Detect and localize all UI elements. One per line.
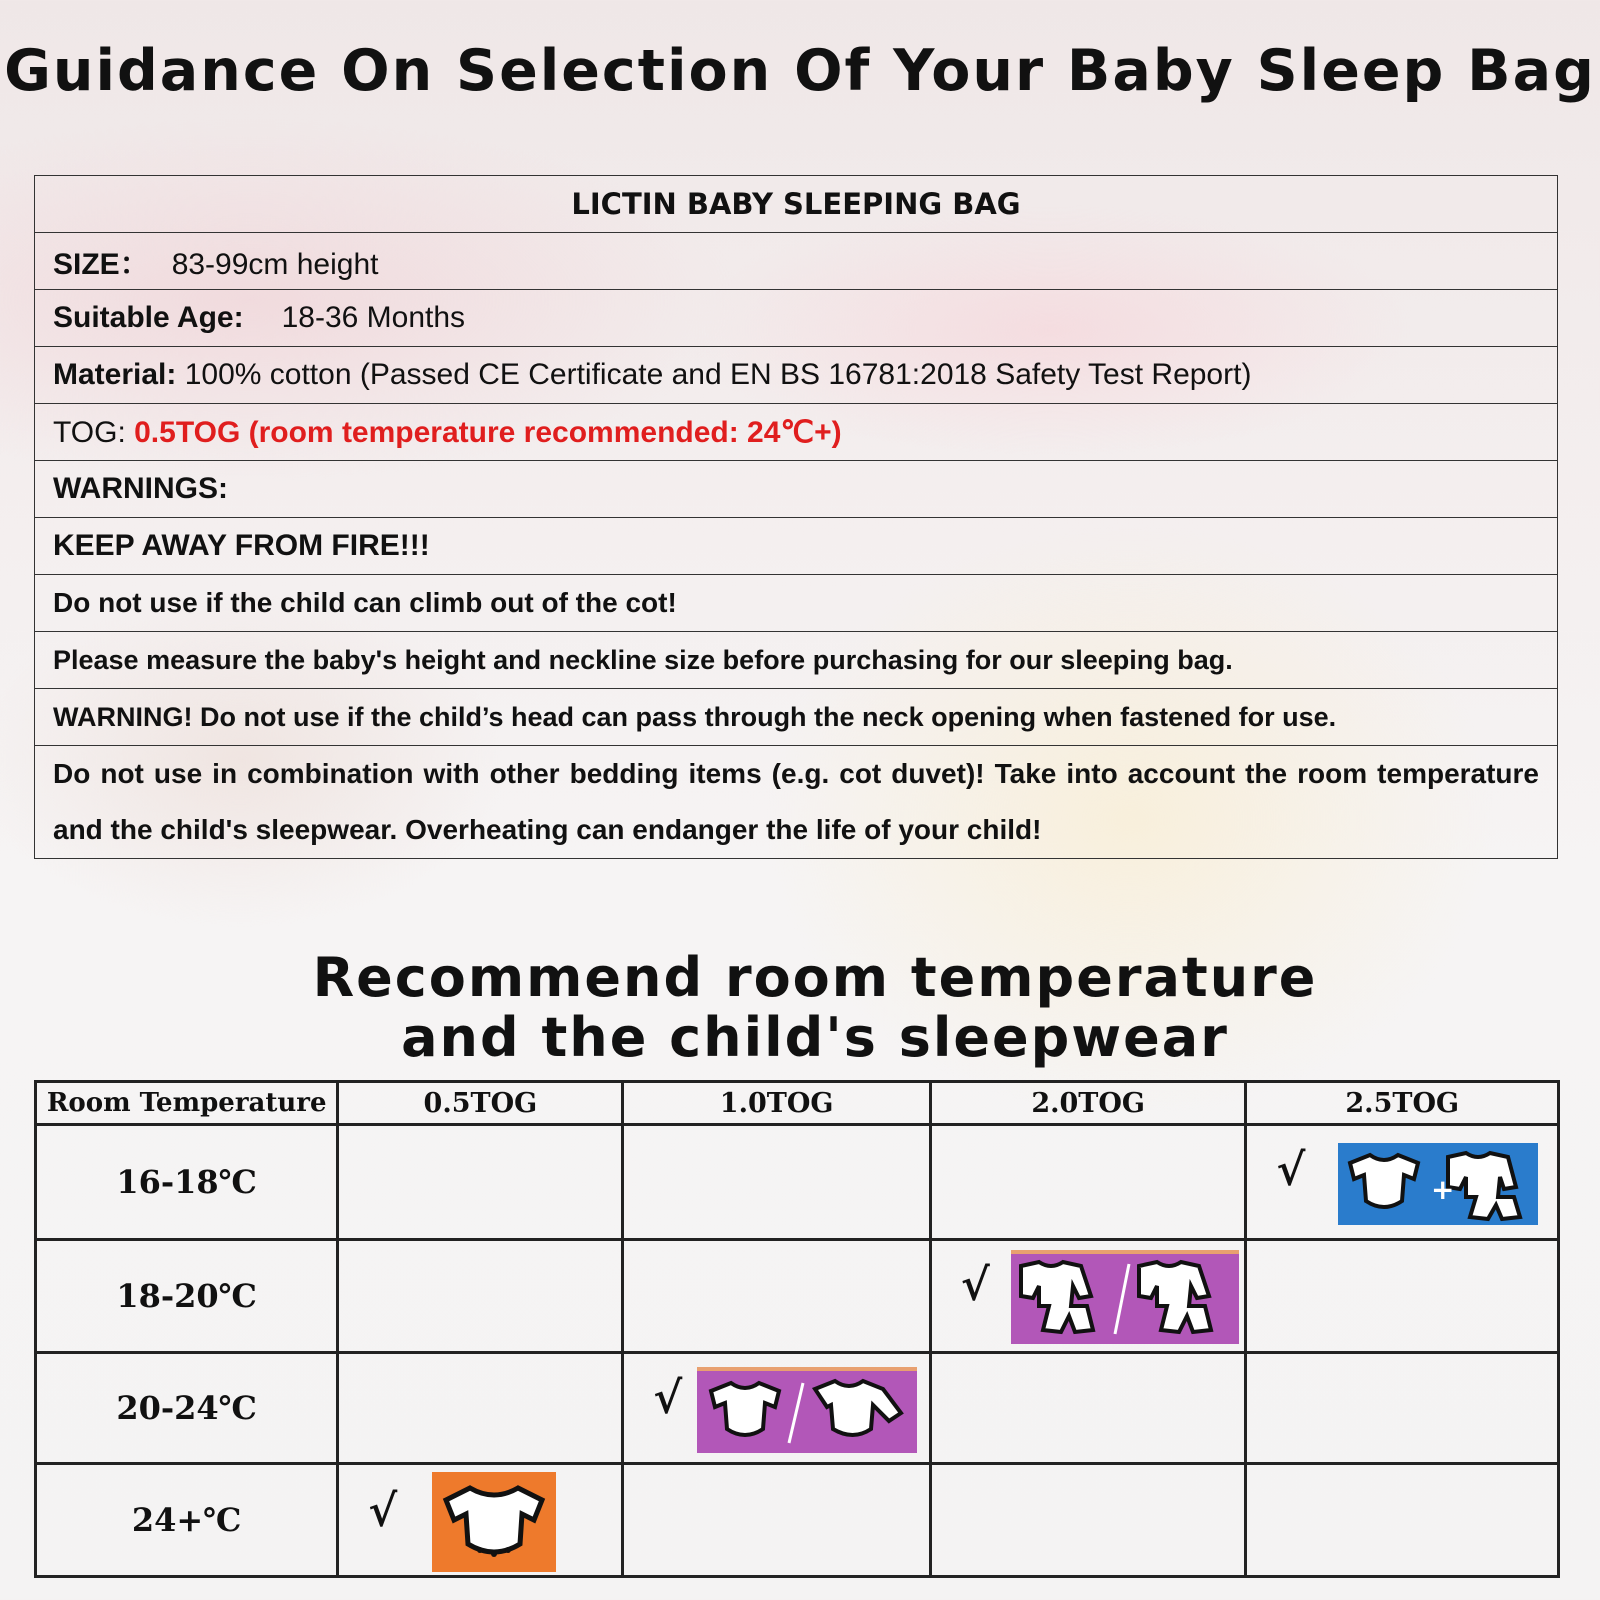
grid-cell	[1246, 1353, 1559, 1464]
grid-cell	[930, 1353, 1246, 1464]
bodysuit-or-bodysuit-icon	[697, 1367, 917, 1453]
measure-note: Please measure the baby's height and neckline size before purchasing for our sleeping bag.	[35, 632, 1558, 689]
tog-value: 0.5TOG (room temperature recommended: 24℃+)	[134, 415, 842, 449]
check-mark: √	[1276, 1145, 1306, 1196]
material-row	[35, 347, 1558, 404]
short-sleeve-bodysuit-icon	[432, 1472, 556, 1572]
section-subtitle	[0, 948, 1600, 1068]
pajamas-or-pajamas-icon	[1011, 1250, 1239, 1344]
grid-cell-selected	[623, 1353, 930, 1464]
header-tog-0-5: 0.5TOG	[338, 1082, 623, 1125]
tog-row	[35, 404, 1558, 461]
temperature-tog-grid	[34, 1080, 1560, 1578]
age-row	[35, 290, 1558, 347]
warnings-label: WARNINGS:	[35, 461, 1558, 518]
grid-cell	[338, 1353, 623, 1464]
subtitle-line-1: Recommend room temperature	[312, 946, 1318, 1009]
grid-cell-selected	[1246, 1125, 1559, 1240]
grid-cell-selected	[338, 1464, 623, 1577]
grid-cell	[623, 1125, 930, 1240]
product-info-table	[34, 175, 1558, 859]
temp-18-20: 18-20℃	[36, 1240, 338, 1353]
tog-label: TOG:	[53, 415, 135, 449]
temp-20-24: 20-24℃	[36, 1353, 338, 1464]
size-row	[35, 233, 1558, 290]
check-mark: √	[368, 1486, 398, 1537]
subtitle-line-2: and the child's sleepwear	[401, 1006, 1229, 1069]
size-value: 83-99cm height	[171, 248, 379, 281]
header-tog-2-0: 2.0TOG	[930, 1082, 1246, 1125]
grid-cell	[930, 1464, 1246, 1577]
svg-text:+: +	[1431, 1173, 1455, 1206]
grid-cell	[1246, 1240, 1559, 1353]
age-value: 18-36 Months	[281, 301, 466, 334]
info-header: LICTIN BABY SLEEPING BAG	[35, 176, 1558, 233]
age-label: Suitable Age:	[53, 301, 244, 334]
header-room-temperature: Room Temperature	[36, 1082, 338, 1125]
temp-16-18: 16-18℃	[36, 1125, 338, 1240]
grid-cell	[623, 1240, 930, 1353]
material-label: Material:	[53, 358, 177, 391]
material-value: 100% cotton (Passed CE Certificate and EN BS 16781:2018 Safety Test Report)	[184, 358, 1252, 391]
bedding-warning: Do not use in combination with other bedding items (e.g. cot duvet)! Take into account the room temperature and the child's sleepwear. Overheating can endanger the life of your child!	[35, 746, 1558, 859]
grid-cell-selected	[930, 1240, 1246, 1353]
climb-warning: Do not use if the child can climb out of the cot!	[35, 575, 1558, 632]
bodysuit-plus-pajamas-icon	[1338, 1143, 1538, 1225]
size-label: SIZE：	[53, 248, 150, 281]
grid-cell	[930, 1125, 1246, 1240]
header-tog-2-5: 2.5TOG	[1246, 1082, 1559, 1125]
check-mark: √	[653, 1373, 683, 1424]
check-mark: √	[960, 1260, 990, 1311]
grid-cell	[1246, 1464, 1559, 1577]
temp-24-plus: 24+℃	[36, 1464, 338, 1577]
fire-warning: KEEP AWAY FROM FIRE!!!	[35, 518, 1558, 575]
page-title: Guidance On Selection Of Your Baby Sleep Bag	[4, 38, 1596, 104]
neck-warning: WARNING! Do not use if the child’s head can pass through the neck opening when fastened for use.	[35, 689, 1558, 746]
grid-cell	[338, 1125, 623, 1240]
grid-cell	[338, 1240, 623, 1353]
grid-cell	[623, 1464, 930, 1577]
header-tog-1-0: 1.0TOG	[623, 1082, 930, 1125]
